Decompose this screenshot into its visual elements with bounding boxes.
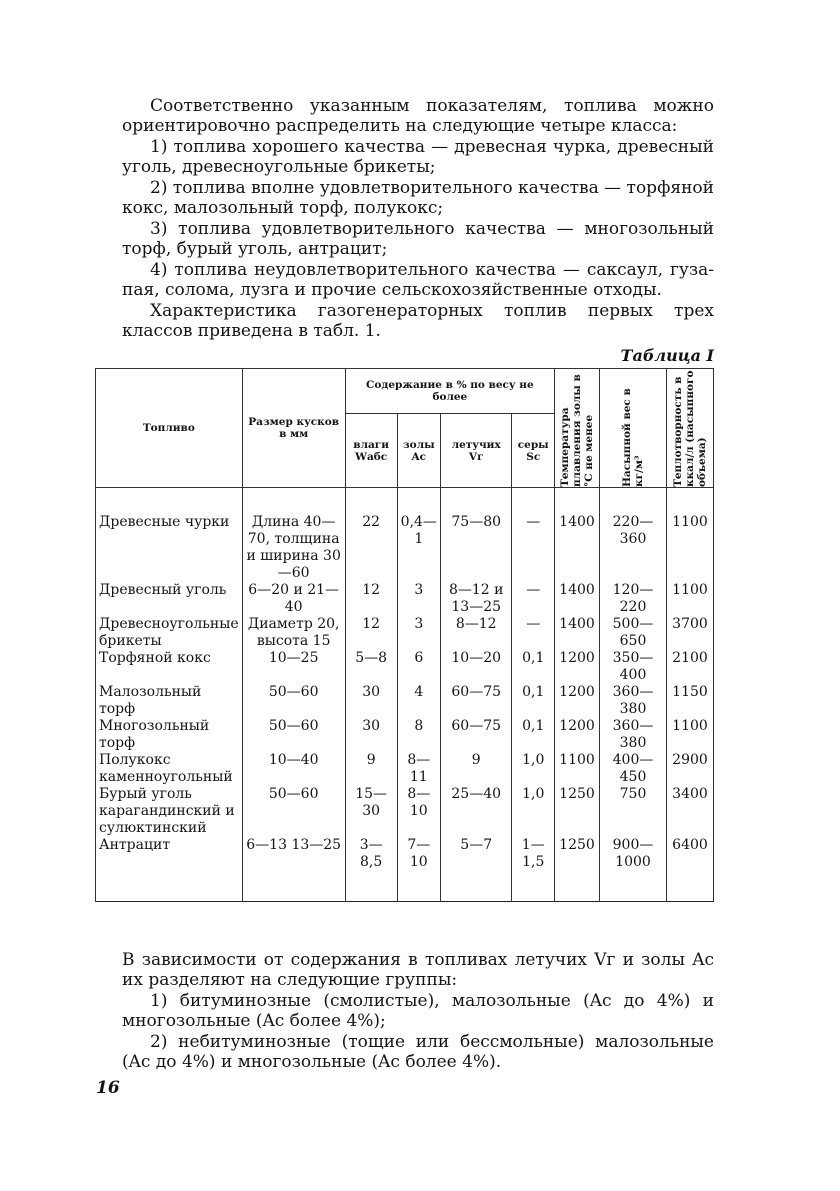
cell-melting: 1400 — [555, 616, 600, 650]
paragraph-class-1: 1) топлива хорошего качества — древесная чурка, древесный уголь, древесноугольные брикеты; — [122, 137, 714, 177]
cell-bulk: 120—220 — [600, 582, 667, 616]
cell-moisture: 30 — [345, 684, 397, 718]
paragraph-class-3: 3) топлива удовлетворительного качества — многозольный торф, бурый уголь, антрацит; — [122, 219, 714, 259]
header-volatile: летучих Vг — [440, 414, 511, 488]
cell-heat: 3400 — [667, 786, 714, 837]
cell-bulk: 750 — [600, 786, 667, 837]
cell-sulfur: 0,1 — [512, 684, 555, 718]
cell-volatile: 25—40 — [440, 786, 511, 837]
cell-ash: 0,4—1 — [397, 488, 440, 583]
paragraph-class-2: 2) топлива вполне удовлетворительного качества — торфяной кокс, малозольный торф, полукокс; — [122, 178, 714, 218]
cell-bulk: 360—380 — [600, 684, 667, 718]
cell-sulfur: 1,0 — [512, 786, 555, 837]
cell-melting: 1200 — [555, 718, 600, 752]
cell-sulfur: 0,1 — [512, 718, 555, 752]
cell-heat: 3700 — [667, 616, 714, 650]
cell-moisture: 9 — [345, 752, 397, 786]
cell-fuel: Полукокс каменноугольный — [96, 752, 243, 786]
cell-heat: 6400 — [667, 837, 714, 902]
cell-size: Длина 40—70, толщина и ширина 30—60 — [242, 488, 345, 583]
header-sulfur: серы Sc — [512, 414, 555, 488]
cell-moisture: 3—8,5 — [345, 837, 397, 902]
paragraph-groups: В зависимости от содержания в топливах летучих Vг и золы Ac их разделяют на следующие группы: — [122, 950, 714, 990]
cell-fuel: Бурый уголь карагандинский и сулюктинский — [96, 786, 243, 837]
cell-moisture: 5—8 — [345, 650, 397, 684]
cell-sulfur: 1—1,5 — [512, 837, 555, 902]
cell-moisture: 15—30 — [345, 786, 397, 837]
cell-fuel: Древесноугольные брикеты — [96, 616, 243, 650]
header-ash: золы Ac — [397, 414, 440, 488]
cell-volatile: 60—75 — [440, 684, 511, 718]
cell-bulk: 500—650 — [600, 616, 667, 650]
cell-size: 50—60 — [242, 718, 345, 752]
cell-moisture: 22 — [345, 488, 397, 583]
cell-fuel: Древесный уголь — [96, 582, 243, 616]
cell-size: Диаметр 20, высота 15 — [242, 616, 345, 650]
header-bulk-weight: Насыпной вес в кг/м³ — [600, 369, 667, 488]
cell-bulk: 400—450 — [600, 752, 667, 786]
table-row — [96, 582, 714, 616]
header-moisture: влаги Wабс — [345, 414, 397, 488]
cell-heat: 1150 — [667, 684, 714, 718]
cell-moisture: 12 — [345, 616, 397, 650]
cell-size: 50—60 — [242, 786, 345, 837]
cell-heat: 1100 — [667, 718, 714, 752]
cell-size: 6—13 13—25 — [242, 837, 345, 902]
cell-bulk: 220—360 — [600, 488, 667, 583]
cell-fuel: Малозольный торф — [96, 684, 243, 718]
paragraph-group-1: 1) битуминозные (смолистые), малозольные (Ac до 4%) и многозольные (Ac более 4%); — [122, 991, 714, 1031]
paragraph-intro: Соответственно указанным показателям, топлива можно ориентировочно распределить на следующие четыре класса: — [122, 96, 714, 136]
cell-melting: 1250 — [555, 837, 600, 902]
cell-melting: 1250 — [555, 786, 600, 837]
table-row — [96, 786, 714, 837]
cell-size: 50—60 — [242, 684, 345, 718]
cell-moisture: 30 — [345, 718, 397, 752]
cell-sulfur: — — [512, 582, 555, 616]
cell-volatile: 8—12 и 13—25 — [440, 582, 511, 616]
cell-heat: 1100 — [667, 488, 714, 583]
cell-melting: 1100 — [555, 752, 600, 786]
cell-sulfur: — — [512, 616, 555, 650]
cell-heat: 1100 — [667, 582, 714, 616]
cell-heat: 2100 — [667, 650, 714, 684]
cell-volatile: 60—75 — [440, 718, 511, 752]
cell-ash: 8—11 — [397, 752, 440, 786]
cell-volatile: 10—20 — [440, 650, 511, 684]
cell-fuel: Антрацит — [96, 837, 243, 902]
cell-bulk: 350—400 — [600, 650, 667, 684]
cell-moisture: 12 — [345, 582, 397, 616]
paragraph-class-4: 4) топлива неудовлетворительного качества — саксаул, гуза-пая, солома, лузга и прочие сельскохозяйственные отходы. — [122, 260, 714, 300]
paragraph-group-2: 2) небитуминозные (тощие или бессмольные) малозольные (Ac до 4%) и многозольные (Ac более 4%). — [122, 1032, 714, 1072]
cell-melting: 1200 — [555, 684, 600, 718]
cell-volatile: 5—7 — [440, 837, 511, 902]
cell-melting: 1200 — [555, 650, 600, 684]
cell-ash: 4 — [397, 684, 440, 718]
cell-fuel: Многозольный торф — [96, 718, 243, 752]
cell-melting: 1400 — [555, 488, 600, 583]
cell-ash: 3 — [397, 616, 440, 650]
table-row — [96, 684, 714, 718]
table-row — [96, 752, 714, 786]
table-row — [96, 488, 714, 583]
cell-volatile: 9 — [440, 752, 511, 786]
table-row — [96, 837, 714, 902]
cell-ash: 8 — [397, 718, 440, 752]
table-row — [96, 650, 714, 684]
header-content-group: Содержание в % по весу не более — [345, 369, 554, 414]
cell-ash: 6 — [397, 650, 440, 684]
cell-volatile: 8—12 — [440, 616, 511, 650]
cell-size: 10—40 — [242, 752, 345, 786]
table-caption: Таблица I — [620, 346, 714, 365]
header-heat: Теплотворность в ккал/л (насыпного объема) — [667, 369, 714, 488]
cell-heat: 2900 — [667, 752, 714, 786]
cell-ash: 3 — [397, 582, 440, 616]
table-row — [96, 718, 714, 752]
cell-fuel: Древесные чурки — [96, 488, 243, 583]
cell-bulk: 900—1000 — [600, 837, 667, 902]
fuel-table — [95, 368, 714, 902]
cell-fuel: Торфяной кокс — [96, 650, 243, 684]
cell-ash: 8—10 — [397, 786, 440, 837]
cell-melting: 1400 — [555, 582, 600, 616]
cell-sulfur: — — [512, 488, 555, 583]
cell-size: 10—25 — [242, 650, 345, 684]
cell-size: 6—20 и 21—40 — [242, 582, 345, 616]
cell-sulfur: 1,0 — [512, 752, 555, 786]
cell-bulk: 360—380 — [600, 718, 667, 752]
table-row — [96, 616, 714, 650]
cell-ash: 7—10 — [397, 837, 440, 902]
page-number: 16 — [96, 1078, 120, 1098]
header-melting: Температура плавления золы в °С не менее — [555, 369, 600, 488]
cell-sulfur: 0,1 — [512, 650, 555, 684]
header-size: Размер кусков в мм — [242, 369, 345, 488]
header-fuel: Топливо — [96, 369, 243, 488]
paragraph-table-ref: Характеристика газогенераторных топлив первых трех классов приведена в табл. 1. — [122, 301, 714, 341]
cell-volatile: 75—80 — [440, 488, 511, 583]
